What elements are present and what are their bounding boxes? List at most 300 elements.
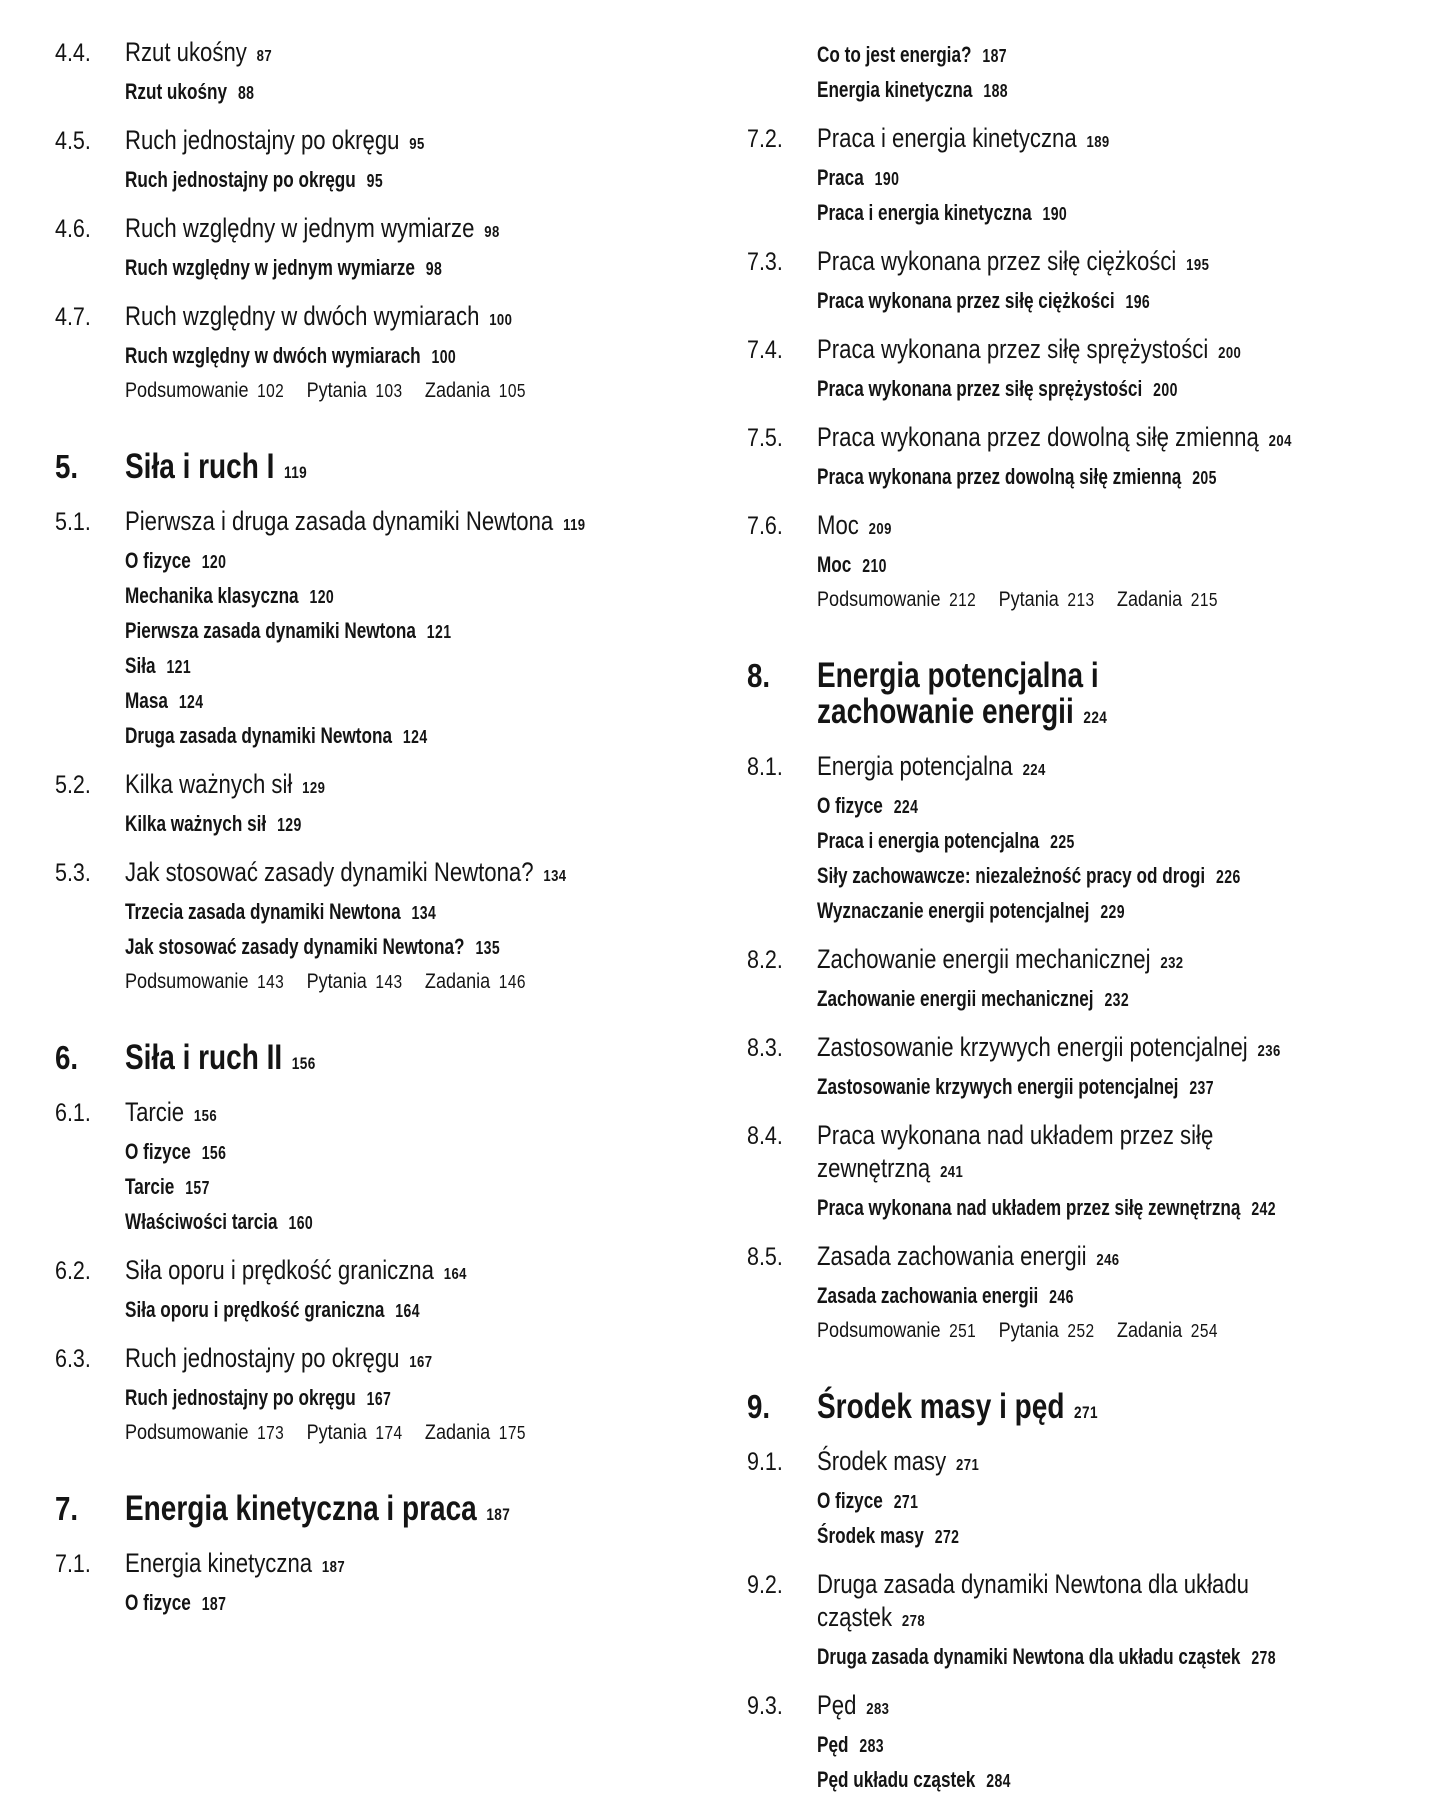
summary-link[interactable]: [1117, 588, 1218, 611]
section-number: 9.3.: [747, 1692, 783, 1720]
section-title[interactable]: [817, 333, 1342, 370]
section-title-text: Rzut ukośny: [125, 37, 247, 67]
subsection-title: Kilka ważnych sił: [125, 811, 267, 836]
page-number: 88: [237, 83, 255, 103]
subsection-title: Ruch jednostajny po okręgu: [125, 1385, 356, 1410]
summary-label: Podsumowanie: [817, 588, 941, 611]
page-number: 119: [563, 517, 586, 534]
page-number: 210: [862, 556, 887, 576]
section-title[interactable]: [817, 1031, 1342, 1068]
section-number: 4.4.: [55, 39, 91, 67]
page-number: 200: [1218, 345, 1242, 362]
page-number: 143: [257, 972, 285, 992]
subsection-list: [817, 372, 1440, 407]
subsection-list: [125, 251, 765, 286]
section-entry: [747, 245, 1427, 319]
chapter-heading[interactable]: [55, 448, 705, 491]
section-entry: [55, 1254, 705, 1328]
subsection-title: O fizyce: [125, 548, 191, 573]
page-number: 164: [443, 1266, 467, 1283]
section-entry: [747, 943, 1427, 1017]
page-number: 143: [375, 972, 403, 992]
summary-link[interactable]: [999, 1319, 1095, 1342]
section-body: [817, 421, 1440, 495]
page-number: 119: [283, 463, 308, 482]
page-number: 236: [1257, 1043, 1281, 1060]
section-entry: [747, 122, 1427, 231]
section-title-text: Praca wykonana przez siłę ciężkości: [817, 246, 1177, 276]
section-body: [817, 1568, 1440, 1675]
section-number: 7.1.: [55, 1550, 91, 1578]
summary-link[interactable]: [307, 1421, 403, 1444]
subsection-title: O fizyce: [817, 793, 883, 818]
page-number: 278: [1251, 1648, 1276, 1668]
subsection-list: [817, 1279, 1440, 1314]
section-title[interactable]: [817, 1568, 1342, 1638]
summary-link[interactable]: [125, 1421, 284, 1444]
subsection-title: Siły zachowawcze: niezależność pracy od drogi: [817, 863, 1206, 888]
section-title-text: Pęd: [817, 1690, 857, 1720]
section-title[interactable]: [125, 36, 650, 73]
page-number: 121: [166, 657, 192, 677]
section-body: [125, 212, 765, 286]
section-title[interactable]: [817, 750, 1342, 787]
page-number: 278: [901, 1613, 926, 1630]
summary-label: Pytania: [306, 379, 367, 402]
summary-link[interactable]: [307, 970, 403, 993]
page-number: 95: [409, 136, 425, 153]
page-number: 188: [983, 81, 1008, 101]
chapter-title: [817, 1389, 1249, 1431]
section-title[interactable]: [125, 1096, 650, 1133]
page-number: 156: [291, 1054, 316, 1073]
subsection-list: [817, 1728, 1440, 1798]
section-number: 5.1.: [55, 508, 91, 536]
section-title[interactable]: [125, 1342, 650, 1379]
page-number: 246: [1096, 1252, 1120, 1269]
section-entry: [747, 1568, 1427, 1675]
subsection-entry[interactable]: [817, 460, 1316, 495]
subsection-entry[interactable]: [125, 544, 624, 579]
section-body: [817, 122, 1440, 231]
subsection-entry[interactable]: [817, 894, 1316, 929]
subsection-list: [125, 807, 765, 842]
subsection-entry[interactable]: [817, 824, 1316, 859]
summary-label: Pytania: [306, 970, 367, 993]
subsection-title: Zasada zachowania energii: [817, 1283, 1039, 1308]
subsection-entry[interactable]: [817, 1519, 1316, 1554]
summary-link[interactable]: [817, 1319, 976, 1342]
section-number: 4.6.: [55, 215, 91, 243]
page-number: 121: [426, 622, 452, 642]
section-body: [125, 768, 765, 842]
section-title[interactable]: [817, 1119, 1342, 1189]
summary-label: Podsumowanie: [125, 379, 249, 402]
subsection-entry[interactable]: [125, 75, 624, 110]
summary-link[interactable]: [999, 588, 1095, 611]
subsection-list: [125, 895, 765, 965]
page-number: 167: [366, 1389, 392, 1409]
subsection-list: [125, 1381, 765, 1416]
section-entry: [55, 36, 705, 110]
summary-label: Pytania: [306, 1421, 367, 1444]
section-title[interactable]: [125, 300, 650, 337]
section-entry: [747, 1240, 1427, 1348]
section-entry: [747, 1119, 1427, 1226]
page-number: 189: [1086, 134, 1110, 151]
section-entry: [55, 1547, 705, 1621]
subsection-list: [817, 38, 1427, 108]
subsection-entry[interactable]: [125, 579, 624, 614]
subsection-title: Trzecia zasada dynamiki Newtona: [125, 899, 401, 924]
chapter-heading[interactable]: [55, 1039, 705, 1082]
subsection-entry[interactable]: [817, 859, 1316, 894]
section-title-text: Ruch względny w dwóch wymiarach: [125, 301, 480, 331]
section-continuation: [747, 38, 1427, 108]
section-entry: [55, 1096, 705, 1240]
subsection-entry[interactable]: [125, 1170, 624, 1205]
subsection-entry[interactable]: [817, 1640, 1316, 1675]
page-number: 167: [409, 1354, 433, 1371]
page-number: 156: [193, 1108, 218, 1125]
section-body: [817, 1240, 1440, 1348]
section-title-text: Moc: [817, 510, 859, 540]
subsection-entry[interactable]: [125, 684, 624, 719]
section-title[interactable]: [817, 122, 1342, 159]
page-number: 271: [1074, 1403, 1098, 1422]
section-title-text: Praca wykonana przez dowolną siłę zmienną: [817, 422, 1259, 452]
subsection-title: Pęd: [817, 1732, 849, 1757]
summary-label: Zadania: [1116, 1319, 1183, 1342]
chapter-title-text: Energia kinetyczna i praca: [125, 1489, 477, 1528]
section-body: [125, 300, 765, 408]
summary-label: Podsumowanie: [125, 1421, 249, 1444]
subsection-title: Rzut ukośny: [125, 79, 228, 104]
subsection-title: Zastosowanie krzywych energii potencjalnej: [817, 1074, 1179, 1099]
subsection-entry[interactable]: [817, 982, 1316, 1017]
page-number: 174: [375, 1423, 403, 1443]
section-title-text: Jak stosować zasady dynamiki Newtona?: [125, 857, 534, 887]
page-number: 129: [302, 780, 326, 797]
subsection-title: Pierwsza zasada dynamiki Newtona: [125, 618, 416, 643]
page-number: 146: [498, 972, 526, 992]
subsection-title: Siła oporu i prędkość graniczna: [125, 1297, 385, 1322]
section-number: 7.5.: [747, 424, 783, 452]
section-title[interactable]: [817, 509, 1342, 546]
page-number: 103: [375, 381, 403, 401]
subsection-entry[interactable]: [817, 789, 1316, 824]
chapter-title-text: Energia potencjalna i zachowanie energii: [817, 656, 1099, 731]
subsection-entry[interactable]: [125, 1293, 624, 1328]
subsection-list: [817, 548, 1440, 583]
subsection-title: Praca wykonana przez dowolną siłę zmienną: [817, 464, 1182, 489]
subsection-list: [125, 339, 765, 374]
section-entry: [55, 768, 705, 842]
summary-link[interactable]: [307, 379, 403, 402]
section-entry: [55, 1342, 705, 1450]
section-title[interactable]: [125, 505, 650, 542]
section-body: [817, 1119, 1440, 1226]
summary-label: Podsumowanie: [125, 970, 249, 993]
section-title[interactable]: [125, 124, 650, 161]
chapter-title-text: Siła i ruch II: [125, 1038, 283, 1077]
subsection-entry[interactable]: [817, 1763, 1316, 1798]
subsection-entry[interactable]: [125, 339, 624, 374]
chapter-number: 8.: [747, 657, 771, 694]
summary-link[interactable]: [425, 379, 526, 402]
page-number: 246: [1049, 1287, 1074, 1307]
subsection-list: [125, 544, 765, 754]
subsection-entry[interactable]: [125, 895, 624, 930]
section-title[interactable]: [125, 1547, 650, 1584]
chapter-heading[interactable]: [747, 1388, 1427, 1431]
subsection-title: Wyznaczanie energii potencjalnej: [817, 898, 1090, 923]
section-body: [125, 124, 765, 198]
subsection-entry[interactable]: [125, 1586, 624, 1621]
page-number: 187: [201, 1594, 227, 1614]
summary-link[interactable]: [125, 379, 284, 402]
section-body: [817, 1031, 1440, 1105]
summary-label: Pytania: [998, 1319, 1059, 1342]
page-number: 173: [257, 1423, 285, 1443]
section-entry: [55, 505, 705, 754]
section-title[interactable]: [125, 1254, 650, 1291]
section-number: 4.7.: [55, 303, 91, 331]
section-title[interactable]: [817, 245, 1342, 282]
section-number: 8.1.: [747, 753, 783, 781]
section-body: [125, 1342, 765, 1450]
summary-link[interactable]: [125, 970, 284, 993]
section-title-text: Pierwsza i druga zasada dynamiki Newtona: [125, 506, 554, 536]
subsection-entry[interactable]: [125, 1135, 624, 1170]
subsection-entry[interactable]: [125, 1381, 624, 1416]
section-title-text: Praca i energia kinetyczna: [817, 123, 1077, 153]
page-number: 98: [484, 224, 500, 241]
subsection-title: Zachowanie energii mechanicznej: [817, 986, 1094, 1011]
section-number: 8.4.: [747, 1122, 783, 1150]
page-number: 187: [982, 46, 1008, 66]
chapter-heading[interactable]: [55, 1490, 705, 1533]
section-number: 6.2.: [55, 1257, 91, 1285]
subsection-entry[interactable]: [125, 251, 624, 286]
toc-column-left: [55, 0, 705, 1635]
subsection-list: [125, 75, 765, 110]
summary-link[interactable]: [817, 588, 976, 611]
page-number: 156: [201, 1143, 227, 1163]
subsection-entry[interactable]: [817, 284, 1316, 319]
summary-label: Zadania: [424, 970, 491, 993]
section-number: 7.2.: [747, 125, 783, 153]
section-number: 6.3.: [55, 1345, 91, 1373]
section-title[interactable]: [125, 856, 650, 893]
subsection-entry[interactable]: [125, 649, 624, 684]
summary-link[interactable]: [425, 1421, 526, 1444]
page-number: 242: [1251, 1199, 1276, 1219]
section-title[interactable]: [817, 1445, 1342, 1482]
chapter-summary-line: [125, 374, 675, 408]
toc-column-right: [747, 0, 1427, 1812]
chapter-title: [817, 658, 1249, 736]
page-number: 157: [185, 1178, 210, 1198]
page-number: 129: [277, 815, 302, 835]
page-number: 120: [201, 552, 227, 572]
subsection-entry[interactable]: [125, 719, 624, 754]
chapter-title-text: Środek masy i pęd: [817, 1387, 1065, 1426]
chapter-summary-line: [817, 1314, 1367, 1348]
section-entry: [55, 124, 705, 198]
subsection-title: Praca wykonana przez siłę sprężystości: [817, 376, 1143, 401]
page-number: 241: [940, 1164, 964, 1181]
section-entry: [55, 300, 705, 408]
subsection-entry[interactable]: [125, 614, 624, 649]
subsection-list: [817, 161, 1440, 231]
subsection-entry[interactable]: [817, 1728, 1316, 1763]
page-number: 98: [425, 259, 443, 279]
subsection-title: Pęd układu cząstek: [817, 1767, 976, 1792]
section-number: 7.3.: [747, 248, 783, 276]
section-number: 7.4.: [747, 336, 783, 364]
subsection-title: Energia kinetyczna: [817, 77, 973, 102]
page-number: 251: [949, 1321, 977, 1341]
page-number: 187: [321, 1559, 346, 1576]
chapter-heading[interactable]: [747, 657, 1427, 736]
page-number: 224: [893, 797, 919, 817]
section-body: [817, 1689, 1440, 1798]
section-number: 5.2.: [55, 771, 91, 799]
section-title-text: Energia kinetyczna: [125, 1548, 313, 1578]
page-number: 160: [288, 1213, 314, 1233]
page-number: 213: [1067, 590, 1095, 610]
subsection-title: Ruch względny w dwóch wymiarach: [125, 343, 421, 368]
page-number: 283: [859, 1736, 885, 1756]
section-number: 6.1.: [55, 1099, 91, 1127]
subsection-list: [817, 1484, 1440, 1554]
subsection-entry[interactable]: [817, 548, 1316, 583]
section-body: [817, 943, 1440, 1017]
page-number: 134: [411, 903, 437, 923]
section-entry: [55, 856, 705, 999]
subsection-entry[interactable]: [817, 38, 1293, 73]
subsection-entry[interactable]: [817, 73, 1293, 108]
page-number: 105: [498, 381, 526, 401]
subsection-entry[interactable]: [817, 196, 1316, 231]
subsection-title: O fizyce: [817, 1488, 883, 1513]
subsection-title: Praca wykonana nad układem przez siłę zewnętrzną: [817, 1195, 1241, 1220]
section-number: 9.2.: [747, 1571, 783, 1599]
subsection-entry[interactable]: [817, 372, 1316, 407]
subsection-title: Co to jest energia?: [817, 42, 972, 67]
section-title-text: Druga zasada dynamiki Newtona dla układu cząstek: [817, 1569, 1249, 1632]
section-title-text: Energia potencjalna: [817, 751, 1013, 781]
section-body: [125, 505, 765, 754]
summary-label: Zadania: [424, 1421, 491, 1444]
subsection-title: Moc: [817, 552, 852, 577]
subsection-title: Jak stosować zasady dynamiki Newtona?: [125, 934, 465, 959]
chapter-number: 9.: [747, 1388, 771, 1425]
subsection-entry[interactable]: [125, 930, 624, 965]
page-number: 237: [1189, 1078, 1214, 1098]
subsection-title: O fizyce: [125, 1139, 191, 1164]
subsection-title: Masa: [125, 688, 168, 713]
subsection-title: Druga zasada dynamiki Newtona dla układu cząstek: [817, 1644, 1241, 1669]
section-title[interactable]: [817, 421, 1342, 458]
page-number: 229: [1100, 902, 1125, 922]
section-body: [125, 36, 765, 110]
page-number: 100: [489, 312, 513, 329]
subsection-list: [817, 1640, 1440, 1675]
section-title[interactable]: [125, 768, 650, 805]
subsection-title: Praca: [817, 165, 864, 190]
subsection-list: [817, 284, 1440, 319]
page-number: 209: [868, 521, 892, 538]
subsection-list: [817, 1191, 1440, 1226]
page-number: 271: [956, 1457, 980, 1474]
page-number: 226: [1216, 867, 1241, 887]
section-number: 7.6.: [747, 512, 783, 540]
page-number: 204: [1268, 433, 1292, 450]
page-number: 205: [1192, 468, 1217, 488]
subsection-title: Praca i energia potencjalna: [817, 828, 1040, 853]
subsection-entry[interactable]: [125, 807, 624, 842]
section-title-text: Ruch jednostajny po okręgu: [125, 1343, 400, 1373]
section-body: [125, 1547, 765, 1621]
page-number: 87: [256, 48, 273, 65]
chapter-summary-line: [817, 583, 1367, 617]
section-title-text: Praca wykonana nad układem przez siłę zewnętrzną: [817, 1120, 1214, 1183]
section-title-text: Zasada zachowania energii: [817, 1241, 1087, 1271]
page-number: 102: [257, 381, 285, 401]
section-body: [817, 750, 1440, 929]
page-number: 215: [1190, 590, 1218, 610]
section-title[interactable]: [817, 1689, 1342, 1726]
subsection-entry[interactable]: [817, 1191, 1316, 1226]
summary-link[interactable]: [1117, 1319, 1218, 1342]
summary-label: Zadania: [424, 379, 491, 402]
section-title[interactable]: [817, 943, 1342, 980]
page-number: 196: [1125, 292, 1151, 312]
section-title-text: Praca wykonana przez siłę sprężystości: [817, 334, 1209, 364]
subsection-entry[interactable]: [817, 161, 1316, 196]
section-body: [125, 856, 765, 999]
section-title[interactable]: [817, 1240, 1342, 1277]
subsection-title: Środek masy: [817, 1523, 924, 1548]
chapter-number: 5.: [55, 448, 79, 485]
section-title[interactable]: [125, 212, 650, 249]
subsection-list: [817, 460, 1440, 495]
section-title-text: Środek masy: [817, 1446, 947, 1476]
page-number: 232: [1104, 990, 1130, 1010]
page-number: 224: [1083, 708, 1108, 727]
subsection-entry[interactable]: [125, 163, 624, 198]
page-number: 283: [866, 1701, 890, 1718]
section-entry: [747, 1445, 1427, 1554]
subsection-entry[interactable]: [817, 1484, 1316, 1519]
subsection-entry[interactable]: [817, 1279, 1316, 1314]
subsection-title: Praca wykonana przez siłę ciężkości: [817, 288, 1115, 313]
page-number: 254: [1190, 1321, 1218, 1341]
subsection-title: Siła: [125, 653, 156, 678]
subsection-entry[interactable]: [125, 1205, 624, 1240]
subsection-title: Tarcie: [125, 1174, 175, 1199]
section-title-text: Zastosowanie krzywych energii potencjalnej: [817, 1032, 1248, 1062]
page-number: 187: [486, 1505, 511, 1524]
page-number: 175: [498, 1423, 526, 1443]
summary-link[interactable]: [425, 970, 526, 993]
section-title-text: Zachowanie energii mechanicznej: [817, 944, 1151, 974]
subsection-list: [817, 1070, 1440, 1105]
subsection-list: [125, 163, 765, 198]
subsection-entry[interactable]: [817, 1070, 1316, 1105]
